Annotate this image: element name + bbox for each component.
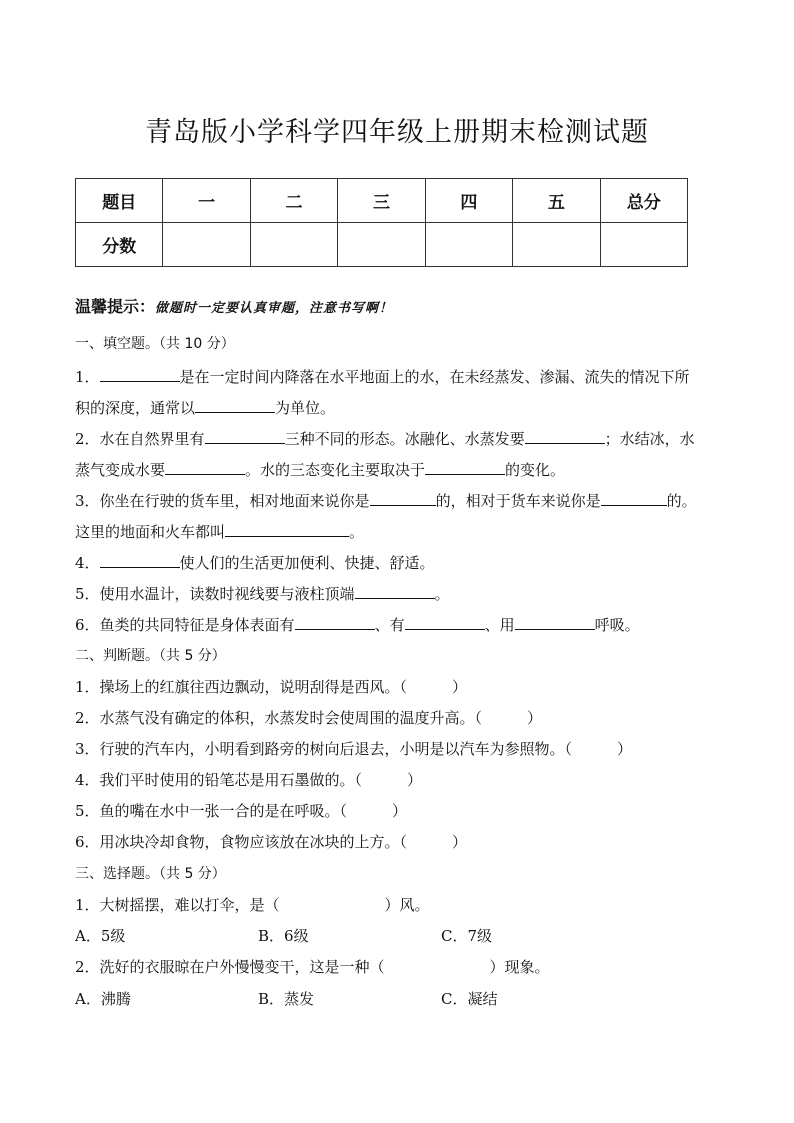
choice-option-a[interactable]: A．沸腾 bbox=[75, 990, 131, 1008]
section1-heading: 一、填空题。（共 10 分） bbox=[75, 336, 235, 352]
answer-blank[interactable] bbox=[295, 614, 375, 630]
score-header-cell: 五 bbox=[513, 179, 600, 223]
section2-heading: 二、判断题。（共 5 分） bbox=[75, 648, 226, 664]
score-header-cell: 题目 bbox=[76, 179, 163, 223]
score-header-cell: 总分 bbox=[600, 179, 687, 223]
score-cell[interactable] bbox=[163, 223, 250, 267]
choice-question-stem: 1．大树摇摆，难以打伞，是（ ）风。 bbox=[75, 896, 430, 914]
question-number: 6． bbox=[75, 616, 100, 634]
question-text: 的。 bbox=[666, 492, 697, 510]
question-text: 、有 bbox=[374, 616, 405, 634]
question-number: 1． bbox=[75, 368, 100, 386]
question-text: 。 bbox=[349, 523, 365, 541]
answer-blank[interactable] bbox=[225, 521, 349, 537]
choice-option-b[interactable]: B．蒸发 bbox=[258, 990, 315, 1008]
score-header-cell: 二 bbox=[250, 179, 337, 223]
answer-blank[interactable] bbox=[370, 490, 436, 506]
score-cell[interactable] bbox=[338, 223, 425, 267]
choice-option-c[interactable]: C．凝结 bbox=[441, 990, 498, 1008]
question-text: 鱼类的共同特征是身体表面有 bbox=[99, 616, 295, 634]
score-cell[interactable] bbox=[513, 223, 600, 267]
choice-option-c[interactable]: C．7级 bbox=[441, 927, 493, 945]
question-text: 呼吸。 bbox=[594, 616, 640, 634]
question-text: 三种不同的形态。冰融化、水蒸发要 bbox=[284, 430, 525, 448]
judgement-item: 2．水蒸气没有确定的体积，水蒸发时会使周围的温度升高。（ ） bbox=[75, 709, 543, 727]
score-cell[interactable] bbox=[425, 223, 512, 267]
hint-text: 做题时一定要认真审题，注意书写啊！ bbox=[155, 301, 394, 316]
answer-blank[interactable] bbox=[165, 459, 245, 475]
section3-heading: 三、选择题。（共 5 分） bbox=[75, 866, 226, 882]
answer-blank[interactable] bbox=[525, 428, 605, 444]
score-header-cell: 三 bbox=[338, 179, 425, 223]
judgement-item: 1．操场上的红旗往西边飘动，说明刮得是西风。（ ） bbox=[75, 678, 468, 696]
question-text: 的变化。 bbox=[505, 461, 566, 479]
question-line bbox=[75, 366, 690, 387]
question-text: 使用水温计，读数时视线要与液柱顶端 bbox=[99, 585, 355, 603]
question-number: 5． bbox=[75, 585, 100, 603]
score-header-cell: 四 bbox=[425, 179, 512, 223]
score-cell[interactable] bbox=[250, 223, 337, 267]
answer-blank[interactable] bbox=[425, 459, 505, 475]
answer-blank[interactable] bbox=[355, 583, 435, 599]
answer-blank[interactable] bbox=[100, 366, 180, 382]
hint-label: 温馨提示： bbox=[75, 297, 156, 316]
question-line bbox=[75, 583, 450, 604]
score-cell[interactable] bbox=[600, 223, 687, 267]
answer-blank[interactable] bbox=[515, 614, 595, 630]
question-line bbox=[75, 521, 364, 542]
score-row-label: 分数 bbox=[76, 223, 163, 267]
question-line bbox=[75, 428, 695, 449]
judgement-item: 6．用冰块冷却食物，食物应该放在冰块的上方。（ ） bbox=[75, 833, 468, 851]
question-line bbox=[75, 614, 640, 635]
question-text: 积的深度，通常以 bbox=[75, 399, 196, 417]
answer-blank[interactable] bbox=[195, 397, 275, 413]
question-number: 3． bbox=[75, 492, 100, 510]
choice-option-a[interactable]: A．5级 bbox=[75, 927, 126, 945]
answer-blank[interactable] bbox=[405, 614, 485, 630]
question-text: 、用 bbox=[484, 616, 515, 634]
judgement-item: 5．鱼的嘴在水中一张一合的是在呼吸。（ ） bbox=[75, 802, 408, 820]
question-line bbox=[75, 490, 697, 511]
question-text: 是在一定时间内降落在水平地面上的水，在未经蒸发、渗漏、流失的情况下所 bbox=[179, 368, 690, 386]
question-number: 2． bbox=[75, 430, 100, 448]
judgement-item: 3．行驶的汽车内，小明看到路旁的树向后退去，小明是以汽车为参照物。（ ） bbox=[75, 740, 633, 758]
question-text: 水在自然界里有 bbox=[99, 430, 205, 448]
question-text: 。 bbox=[434, 585, 450, 603]
score-table bbox=[75, 178, 688, 267]
score-table-score-row bbox=[76, 223, 688, 267]
score-table-header-row bbox=[76, 179, 688, 223]
question-number: 4． bbox=[75, 554, 100, 572]
answer-blank[interactable] bbox=[100, 552, 180, 568]
judgement-item: 4．我们平时使用的铅笔芯是用石墨做的。（ ） bbox=[75, 771, 423, 789]
page-title: 青岛版小学科学四年级上册期末检测试题 bbox=[145, 117, 649, 148]
question-text: 蒸气变成水要 bbox=[75, 461, 166, 479]
score-header-cell: 一 bbox=[163, 179, 250, 223]
answer-blank[interactable] bbox=[205, 428, 285, 444]
question-text: 的，相对于货车来说你是 bbox=[435, 492, 601, 510]
question-text: 这里的地面和火车都叫 bbox=[75, 523, 226, 541]
question-text: 你坐在行驶的货车里，相对地面来说你是 bbox=[99, 492, 370, 510]
question-text: 为单位。 bbox=[275, 399, 336, 417]
question-line bbox=[75, 552, 435, 573]
choice-option-b[interactable]: B．6级 bbox=[258, 927, 309, 945]
hint-line bbox=[75, 297, 393, 319]
question-line bbox=[75, 459, 565, 480]
question-text: 使人们的生活更加便利、快捷、舒适。 bbox=[179, 554, 435, 572]
question-line bbox=[75, 397, 335, 418]
answer-blank[interactable] bbox=[601, 490, 667, 506]
question-text: 。水的三态变化主要取决于 bbox=[245, 461, 426, 479]
question-text: ；水结冰，水 bbox=[604, 430, 695, 448]
choice-question-stem: 2．洗好的衣服晾在户外慢慢变干，这是一种（ ）现象。 bbox=[75, 958, 550, 976]
